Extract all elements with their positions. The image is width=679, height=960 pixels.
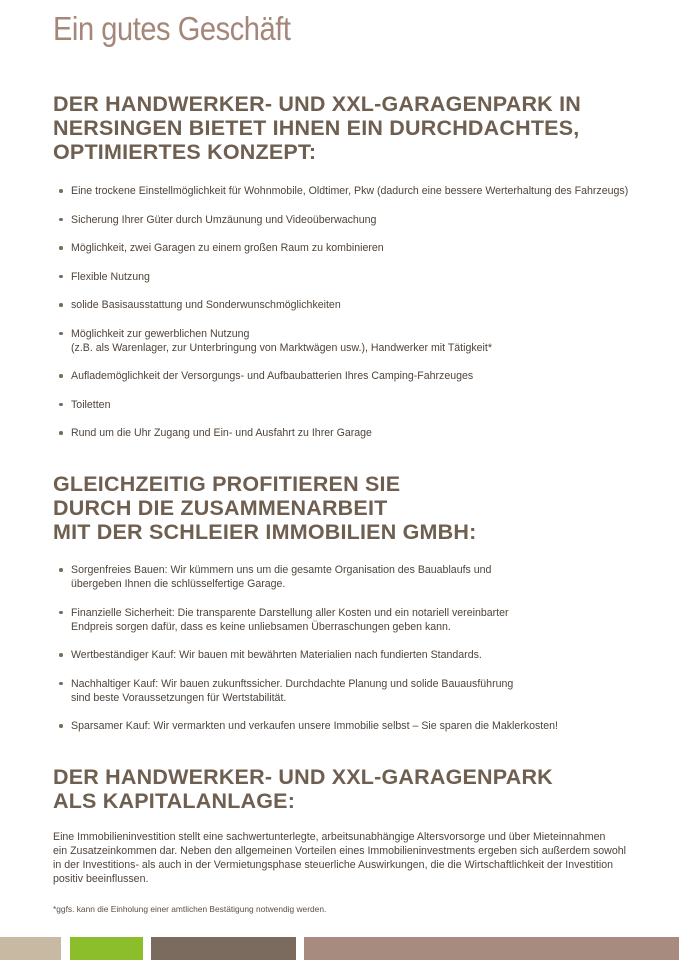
- section1-list-item: [58, 270, 658, 284]
- section1-list-item: [58, 298, 658, 312]
- footer-bar-beige: [0, 937, 61, 960]
- list-item-text: Nachhaltiger Kauf: Wir bauen zukunftssicher. Durchdachte Planung und solide Bauausführung: [71, 677, 514, 690]
- footer-bar-taupe: [151, 937, 296, 960]
- list-item-text: Toiletten: [71, 398, 111, 411]
- section1-list-item: [58, 398, 658, 412]
- list-item-text: Möglichkeit, zwei Garagen zu einem großen Raum zu kombinieren: [71, 242, 384, 254]
- list-item-text: Flexible Nutzung: [71, 270, 150, 283]
- paragraph-line: Eine Immobilieninvestition stellt eine sachwertunterlegte, arbeitsunabhängige Altersvorsorge und über Mieteinnahmen: [53, 831, 606, 843]
- list-item-text: Sparsamer Kauf: Wir vermarkten und verkaufen unsere Immobilie selbst – Sie sparen die Maklerkosten!: [71, 720, 558, 732]
- capital-investment-paragraph: [53, 830, 633, 886]
- footer-bar-rose: [304, 937, 679, 960]
- section1-list-item: [58, 369, 658, 383]
- footnote: *ggfs. kann die Einholung einer amtlichen Bestätigung notwendig werden.: [53, 904, 327, 914]
- section1-heading-line: OPTIMIERTES KONZEPT:: [53, 140, 317, 164]
- page-title: Ein gutes Geschäft: [53, 10, 291, 47]
- list-item-text: Finanzielle Sicherheit: Die transparente Darstellung aller Kosten und ein notariell vereinbarter: [71, 606, 509, 619]
- list-item-text: übergeben Ihnen die schlüsselfertige Garage.: [71, 578, 286, 590]
- list-item-text: Auflademöglichkeit der Versorgungs- und Aufbaubatterien Ihres Camping-Fahrzeuges: [71, 370, 474, 382]
- section3-heading-line: ALS KAPITALANLAGE:: [53, 789, 296, 813]
- section1-list: [58, 184, 658, 440]
- section1-list-item: [58, 426, 658, 440]
- section2-heading-line: DURCH DIE ZUSAMMENARBEIT: [53, 496, 388, 520]
- section2-heading-line: MIT DER SCHLEIER IMMOBILIEN GMBH:: [53, 520, 477, 544]
- section2-list-item: [58, 563, 658, 591]
- list-item-text: Möglichkeit zur gewerblichen Nutzung: [71, 327, 250, 340]
- list-item-text: (z.B. als Warenlager, zur Unterbringung von Marktwägen usw.), Handwerker mit Tätigkeit*: [71, 341, 492, 354]
- list-item-text: Wertbeständiger Kauf: Wir bauen mit bewährten Materialien nach fundierten Standards.: [71, 649, 482, 661]
- section2-heading: [53, 472, 476, 544]
- section1-list-item: [58, 213, 658, 227]
- footer-bar-green: [70, 937, 143, 960]
- section2-list-item: [58, 606, 658, 634]
- list-item-text: Eine trockene Einstellmöglichkeit für Wohnmobile, Oldtimer, Pkw (dadurch eine bessere Werterhaltung des Fahrzeugs): [71, 185, 629, 197]
- section1-heading: [53, 92, 581, 164]
- paragraph-line: positiv beeinflussen.: [53, 873, 149, 885]
- list-item-text: Endpreis sorgen dafür, dass es keine unliebsamen Überraschungen geben kann.: [71, 620, 451, 633]
- section1-list-item: [58, 184, 658, 198]
- section2-list-item: [58, 648, 658, 662]
- section1-list-item: [58, 327, 658, 355]
- section1-heading-line: NERSINGEN BIETET IHNEN EIN DURCHDACHTES,: [53, 116, 580, 140]
- section2-list: [58, 563, 658, 733]
- list-item-text: Sicherung Ihrer Güter durch Umzäunung und Videoüberwachung: [71, 213, 377, 226]
- section3-heading: [53, 765, 553, 813]
- section1-heading-line: DER HANDWERKER- UND XXL-GARAGENPARK IN: [53, 92, 581, 116]
- section1-list-item: [58, 241, 658, 255]
- list-item-text: solide Basisausstattung und Sonderwunschmöglichkeiten: [71, 299, 341, 311]
- paragraph-line: in der Investitions- als auch in der Vermietungsphase steuerliche Auswirkungen, die die Wirtschaftlichkeit der Investition: [53, 859, 613, 871]
- section2-list-item: [58, 677, 658, 705]
- section3-heading-line: DER HANDWERKER- UND XXL-GARAGENPARK: [53, 765, 553, 789]
- paragraph-line: ein Zusatzeinkommen dar. Neben den allgemeinen Vorteilen eines Immobilieninvestments ergeben sich außerdem sowohl: [53, 845, 626, 857]
- section2-list-item: [58, 719, 658, 733]
- list-item-text: sind beste Voraussetzungen für Wertstabilität.: [71, 691, 287, 704]
- list-item-text: Sorgenfreies Bauen: Wir kümmern uns um die gesamte Organisation des Bauablaufs und: [71, 564, 492, 576]
- section2-heading-line: GLEICHZEITIG PROFITIEREN SIE: [53, 472, 401, 496]
- list-item-text: Rund um die Uhr Zugang und Ein- und Ausfahrt zu Ihrer Garage: [71, 427, 372, 439]
